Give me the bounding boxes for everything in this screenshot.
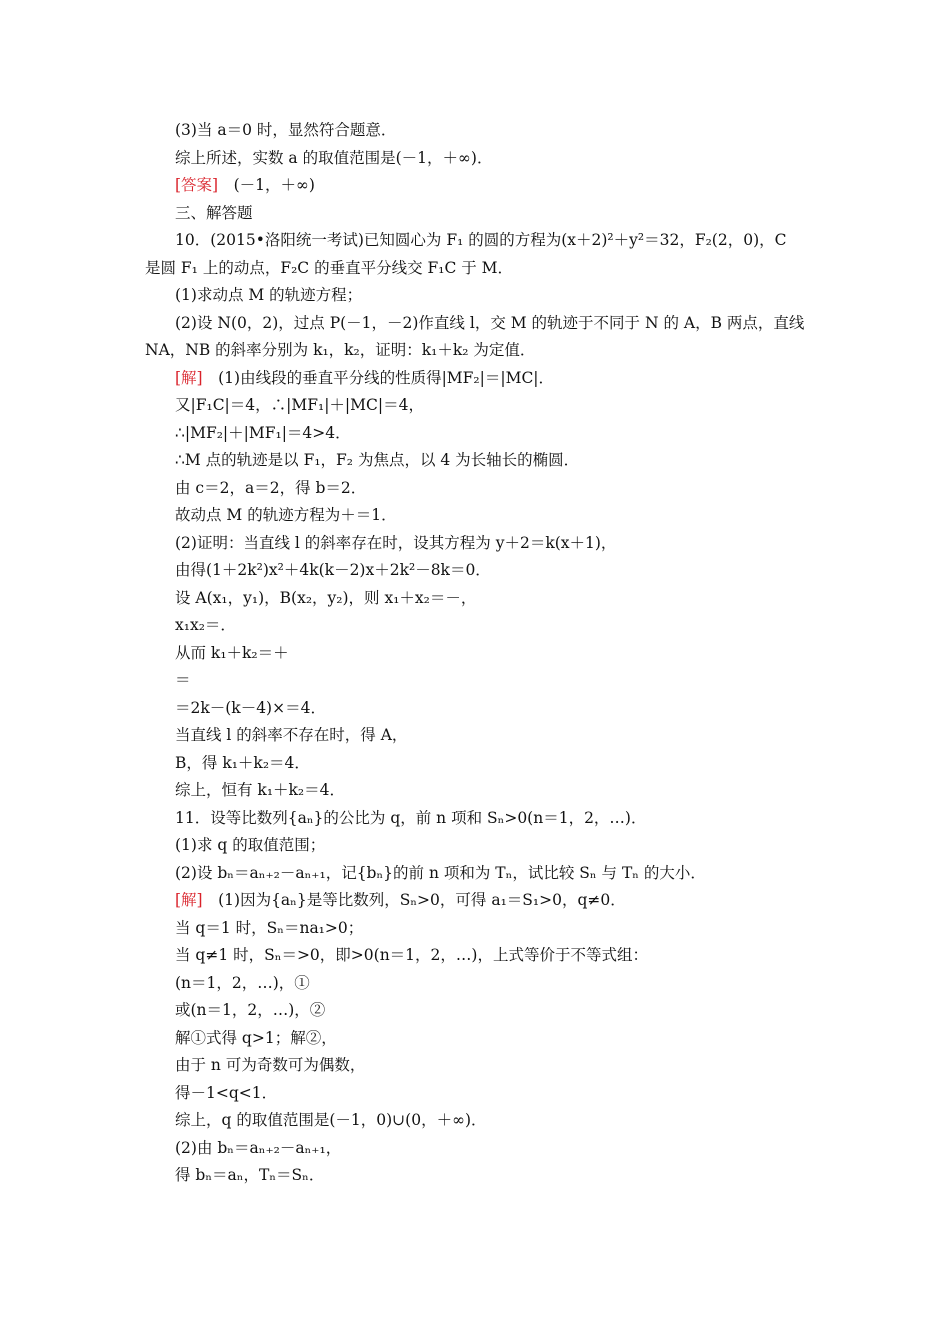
text-line bbox=[175, 1028, 337, 1050]
text-line bbox=[175, 753, 310, 775]
text-line bbox=[175, 1000, 325, 1022]
text-line bbox=[175, 285, 362, 307]
line-text: (2)设 N(0，2)，过点 P(－1，－2)作直线 l，交 M 的轨迹于不同于 N 的 A，B 两点，直线 bbox=[175, 313, 805, 332]
line-text: ∴|MF₂|＋|MF₁|＝4>4． bbox=[175, 423, 351, 442]
line-text: 由 c＝2，a＝2，得 b＝2． bbox=[175, 478, 367, 497]
line-text: 由于 n 可为奇数可为偶数， bbox=[175, 1056, 366, 1074]
line-text: (3)当 a＝0 时，显然符合题意． bbox=[175, 121, 397, 139]
line-text: (n＝1，2，…)，① bbox=[175, 973, 310, 992]
text-line bbox=[175, 615, 236, 637]
text-line bbox=[175, 395, 424, 417]
line-text: (1)由线段的垂直平分线的性质得|MF₂|＝|MC|． bbox=[202, 368, 555, 387]
text-line bbox=[175, 1138, 341, 1160]
text-line bbox=[175, 643, 289, 665]
text-line bbox=[175, 808, 646, 830]
line-text: 由得(1＋2k²)x²＋4k(k－2)x＋2k²－8k＝0． bbox=[175, 561, 491, 579]
line-text: x₁x₂＝． bbox=[175, 616, 236, 634]
text-line bbox=[175, 368, 554, 390]
line-text: 当 q≠1 时，Sₙ＝>0，即>0(n＝1，2，…)，上式等价于不等式组： bbox=[175, 946, 648, 964]
text-line bbox=[175, 148, 492, 170]
line-text: 得 bₙ＝aₙ，Tₙ＝Sₙ． bbox=[175, 1166, 325, 1184]
section-tag: [解] bbox=[175, 368, 203, 387]
text-line bbox=[175, 973, 310, 995]
text-line bbox=[175, 120, 396, 142]
line-text: 11．设等比数列{aₙ}的公比为 q，前 n 项和 Sₙ>0(n＝1，2，…)． bbox=[175, 808, 647, 827]
section-tag: [解] bbox=[175, 891, 203, 909]
text-line bbox=[175, 423, 351, 445]
line-text: 得－1<q<1． bbox=[175, 1083, 278, 1102]
text-line bbox=[175, 175, 315, 197]
text-line bbox=[175, 230, 786, 252]
line-text: (－1，＋∞) bbox=[218, 176, 315, 194]
line-text: ∴M 点的轨迹是以 F₁，F₂ 为焦点，以 4 为长轴长的椭圆． bbox=[175, 451, 580, 469]
text-line bbox=[175, 863, 706, 885]
text-line bbox=[175, 588, 476, 610]
line-text: (2)由 bₙ＝aₙ₊₂－aₙ₊₁， bbox=[175, 1138, 342, 1157]
text-line bbox=[175, 780, 345, 802]
text-line bbox=[175, 918, 363, 940]
line-text: 三、解答题 bbox=[175, 203, 253, 222]
line-text: 解①式得 q>1；解②， bbox=[175, 1028, 337, 1047]
text-line bbox=[175, 1083, 277, 1105]
line-text: 当 q＝1 时，Sₙ＝na₁>0； bbox=[175, 918, 364, 937]
text-line bbox=[175, 203, 253, 225]
line-text: 当直线 l 的斜率不存在时，得 A， bbox=[175, 726, 408, 744]
text-line bbox=[175, 1110, 487, 1132]
line-text: (1)因为{aₙ}是等比数列，Sₙ>0，可得 a₁＝S₁>0，q≠0． bbox=[202, 891, 626, 909]
line-text: (2)证明：当直线 l 的斜率存在时，设其方程为 y＋2＝k(x＋1)， bbox=[175, 533, 617, 552]
text-line bbox=[175, 835, 325, 857]
text-line bbox=[145, 258, 513, 280]
line-text: 综上，恒有 k₁＋k₂＝4． bbox=[175, 781, 346, 799]
section-tag: [答案] bbox=[175, 176, 219, 194]
text-line bbox=[175, 698, 326, 720]
line-text: (1)求 q 的取值范围； bbox=[175, 836, 326, 854]
line-text: ＝ bbox=[175, 671, 191, 689]
text-line bbox=[145, 340, 535, 362]
text-line bbox=[175, 450, 579, 472]
text-line bbox=[175, 560, 491, 582]
text-line bbox=[175, 478, 366, 500]
text-line bbox=[175, 670, 191, 692]
line-text: 是圆 F₁ 上的动点，F₂C 的垂直平分线交 F₁C 于 M． bbox=[145, 258, 514, 277]
line-text: 从而 k₁＋k₂＝＋ bbox=[175, 643, 289, 662]
text-line bbox=[175, 313, 804, 335]
line-text: 综上所述，实数 a 的取值范围是(－1，＋∞)． bbox=[175, 148, 493, 167]
text-line bbox=[175, 725, 407, 747]
text-line bbox=[175, 505, 397, 527]
line-text: 设 A(x₁，y₁)，B(x₂，y₂)，则 x₁＋x₂＝－， bbox=[175, 588, 477, 607]
line-text: NA，NB 的斜率分别为 k₁，k₂，证明：k₁＋k₂ 为定值． bbox=[145, 341, 536, 359]
line-text: ＝2k－(k－4)×＝4． bbox=[175, 698, 326, 717]
text-line bbox=[175, 945, 648, 967]
line-text: (1)求动点 M 的轨迹方程； bbox=[175, 286, 363, 304]
line-text: 10．(2015•洛阳统一考试)已知圆心为 F₁ 的圆的方程为(x＋2)²＋y²＝32，F₂(2，0)，C bbox=[175, 231, 787, 249]
text-line bbox=[175, 890, 626, 912]
line-text: 故动点 M 的轨迹方程为＋＝1． bbox=[175, 506, 397, 524]
text-line bbox=[175, 1165, 324, 1187]
line-text: B，得 k₁＋k₂＝4． bbox=[175, 753, 310, 772]
line-text: (2)设 bₙ＝aₙ₊₂－aₙ₊₁，记{bₙ}的前 n 项和为 Tₙ，试比较 Sₙ 与 Tₙ 的大小． bbox=[175, 863, 706, 882]
line-text: 又|F₁C|＝4，∴|MF₁|＋|MC|＝4， bbox=[175, 396, 424, 414]
line-text: 综上，q 的取值范围是(－1，0)∪(0，＋∞)． bbox=[175, 1111, 487, 1129]
line-text: 或(n＝1，2，…)，② bbox=[175, 1001, 326, 1019]
text-line bbox=[175, 533, 616, 555]
text-line bbox=[175, 1055, 365, 1077]
